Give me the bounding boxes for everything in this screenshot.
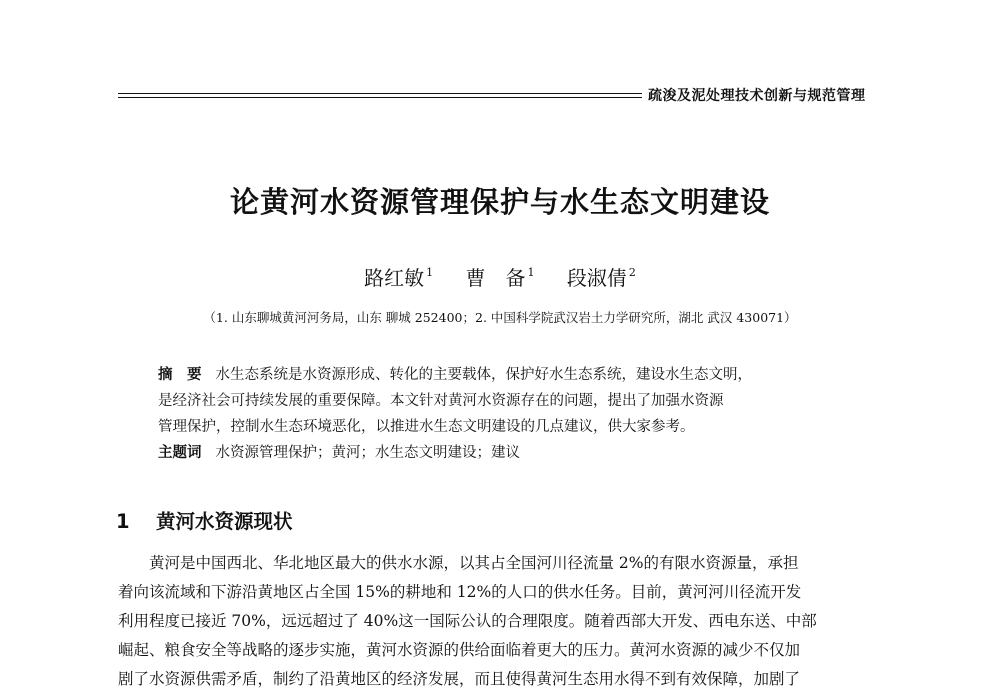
body-line: 崛起、粮食安全等战略的逐步实施，黄河水资源的供给面临着更大的压力。黄河水资源的减少不仅加 (118, 641, 801, 659)
body-line: 利用程度已接近 70%，远远超过了 40%这一国际公认的合理限度。随着西部大开发、西电东送、中部 (118, 612, 817, 630)
author-list (0, 262, 1000, 291)
author (567, 262, 636, 291)
keywords-label: 主题词 (158, 445, 202, 461)
header-rule-thick (118, 93, 642, 94)
running-header: 疏浚及泥处理技术创新与规范管理 (648, 88, 866, 104)
author (466, 262, 535, 291)
section-number: 1 (116, 510, 130, 533)
author-name: 路红敏 (364, 266, 425, 290)
keywords (158, 441, 520, 462)
body-line: 着向该流域和下游沿黄地区占全国 15%的耕地和 12%的人口的供水任务。目前，黄河河川径流开发 (118, 583, 802, 601)
abstract (158, 362, 858, 440)
abstract-line: 管理保护，控制水生态环境恶化，以推进水生态文明建设的几点建议，供大家参考。 (158, 419, 695, 435)
abstract-text: 水生态系统是水资源形成、转化的主要载体，保护好水生态系统，建设水生态文明， (215, 367, 752, 383)
keywords-text: 水资源管理保护；黄河；水生态文明建设；建议 (215, 445, 520, 461)
author (364, 262, 433, 291)
affiliation-mark: 1 (426, 266, 434, 279)
abstract-label: 摘 要 (158, 367, 202, 383)
affiliations: （1. 山东聊城黄河河务局，山东 聊城 252400；2. 中国科学院武汉岩土力学研究所，湖北 武汉 430071） (203, 310, 797, 325)
author-name: 曹 备 (465, 266, 526, 290)
abstract-line: 是经济社会可持续发展的重要保障。本文针对黄河水资源存在的问题，提出了加强水资源 (158, 393, 724, 409)
section-heading (116, 506, 293, 534)
section-title: 黄河水资源现状 (156, 510, 293, 533)
header-rule-thin (118, 97, 642, 98)
affiliation-mark: 1 (527, 266, 535, 279)
article-title: 论黄河水资源管理保护与水生态文明建设 (229, 185, 770, 219)
author-name: 段淑倩 (566, 266, 627, 290)
body-line: 剧了水资源供需矛盾，制约了沿黄地区的经济发展，而且使得黄河生态用水得不到有效保障，加剧了 (118, 670, 801, 688)
section-body (118, 549, 888, 694)
abstract-line (158, 362, 858, 388)
affiliation-mark: 2 (628, 266, 636, 279)
body-line: 黄河是中国西北、华北地区最大的供水水源，以其占全国河川径流量 2%的有限水资源量，承担 (118, 554, 799, 572)
